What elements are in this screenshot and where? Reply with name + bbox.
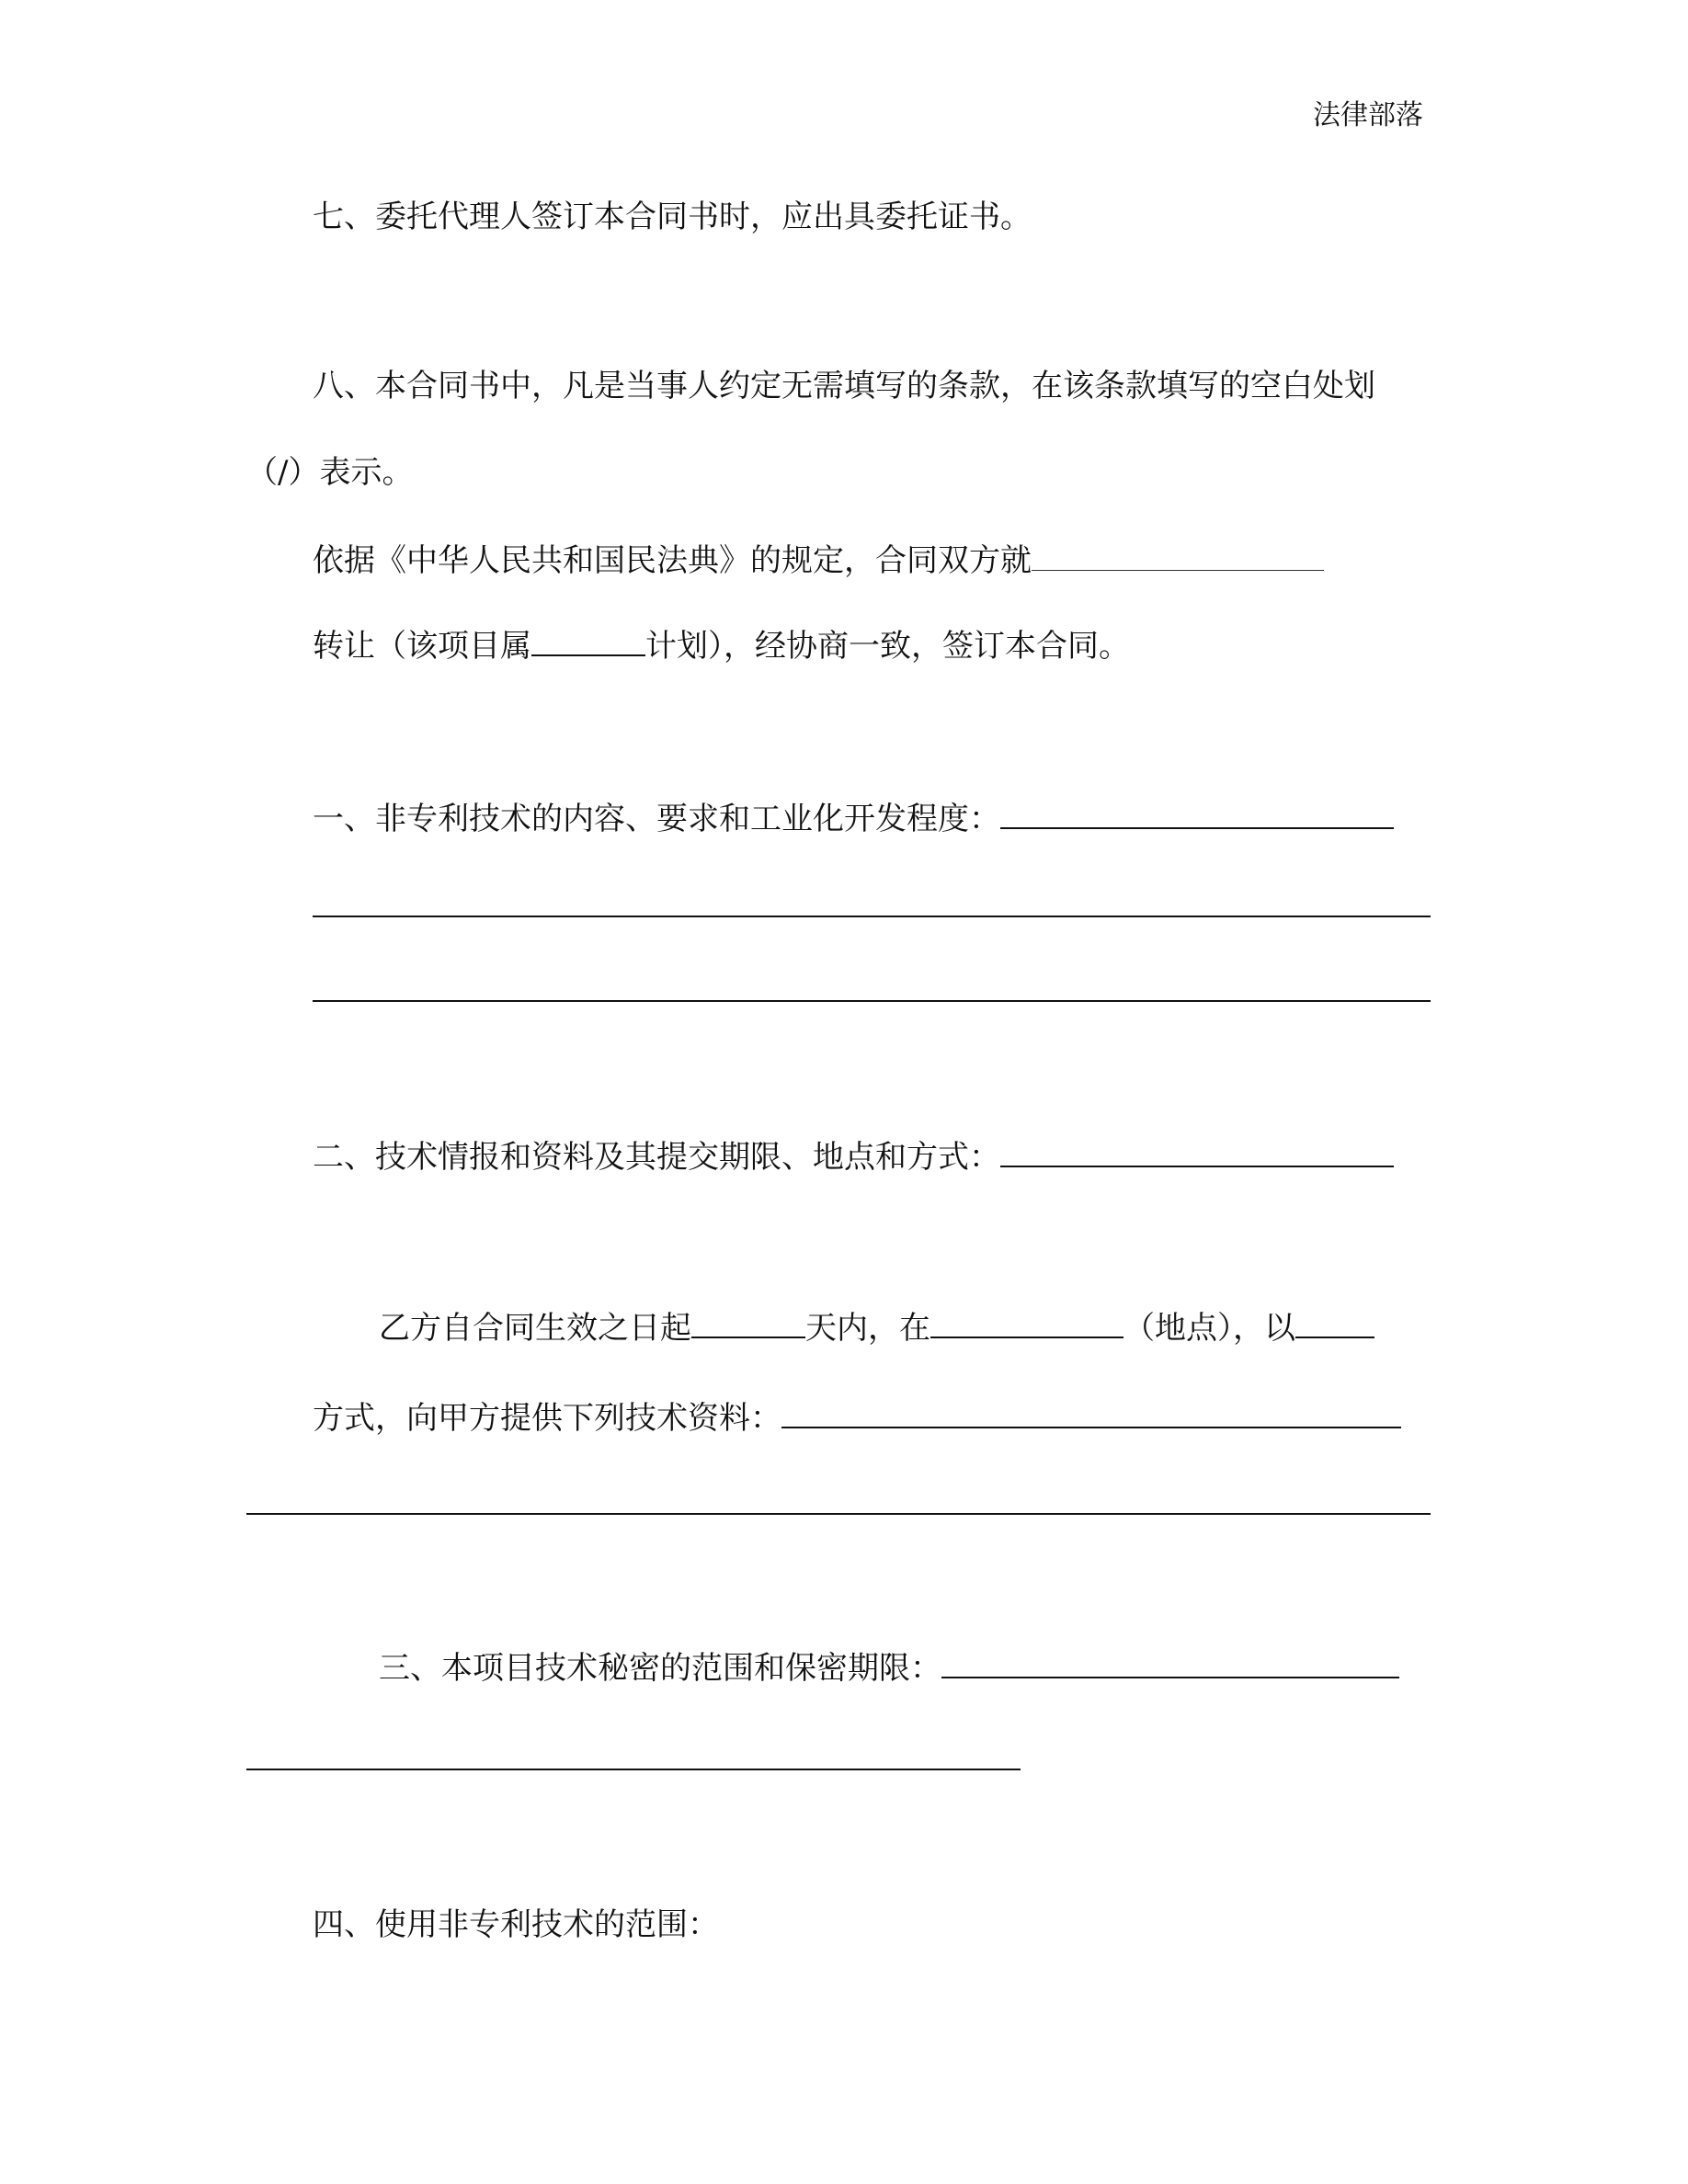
basis-line-2 bbox=[313, 627, 1130, 665]
page-header-brand: 法律部落 bbox=[1313, 99, 1423, 131]
days-blank[interactable] bbox=[691, 1309, 805, 1338]
delivery-line-1 bbox=[379, 1309, 1374, 1347]
section-2-text: 二、技术情报和资料及其提交期限、地点和方式： bbox=[313, 1139, 1000, 1176]
section-1-fill-line-2[interactable] bbox=[313, 1000, 1431, 1002]
basis-text-1: 依据《中华人民共和国民法典》的规定，合同双方就 bbox=[313, 542, 1032, 579]
delivery-text-2: 方式，向甲方提供下列技术资料： bbox=[313, 1400, 781, 1437]
section-3-heading bbox=[379, 1649, 1399, 1687]
basis-text-2b: 计划），经协商一致，签订本合同。 bbox=[645, 628, 1130, 665]
delivery-text-a: 乙方自合同生效之日起 bbox=[379, 1310, 691, 1347]
section-2-heading bbox=[313, 1138, 1394, 1176]
project-name-blank[interactable] bbox=[1032, 542, 1324, 571]
location-blank[interactable] bbox=[930, 1309, 1123, 1338]
section-3-blank[interactable] bbox=[941, 1649, 1399, 1678]
section-3-text: 三、本项目技术秘密的范围和保密期限： bbox=[379, 1650, 941, 1687]
method-blank[interactable] bbox=[1295, 1309, 1374, 1338]
section-1-fill-line-1[interactable] bbox=[313, 916, 1431, 917]
section-2-blank[interactable] bbox=[1000, 1138, 1394, 1167]
clause-8-line-1: 八、本合同书中，凡是当事人约定无需填写的条款，在该条款填写的空白处划 bbox=[313, 368, 1375, 404]
section-1-heading bbox=[313, 800, 1394, 837]
section-1-text: 一、非专利技术的内容、要求和工业化开发程度： bbox=[313, 801, 1000, 837]
basis-text-2a: 转让（该项目属 bbox=[313, 628, 531, 665]
section-3-fill-line[interactable] bbox=[246, 1769, 1021, 1770]
delivery-line-2 bbox=[313, 1399, 1401, 1437]
delivery-text-b: 天内，在 bbox=[805, 1310, 930, 1347]
clause-8-line-2: （/）表示。 bbox=[246, 454, 414, 491]
tech-materials-fill-line[interactable] bbox=[246, 1513, 1431, 1515]
delivery-text-c: （地点），以 bbox=[1123, 1310, 1295, 1347]
section-1-blank[interactable] bbox=[1000, 800, 1394, 829]
plan-name-blank[interactable] bbox=[531, 627, 645, 656]
section-4-heading: 四、使用非专利技术的范围： bbox=[313, 1906, 719, 1943]
clause-7: 七、委托代理人签订本合同书时，应出具委托证书。 bbox=[313, 199, 1032, 235]
basis-line-1 bbox=[313, 542, 1324, 579]
tech-materials-blank[interactable] bbox=[781, 1399, 1401, 1428]
